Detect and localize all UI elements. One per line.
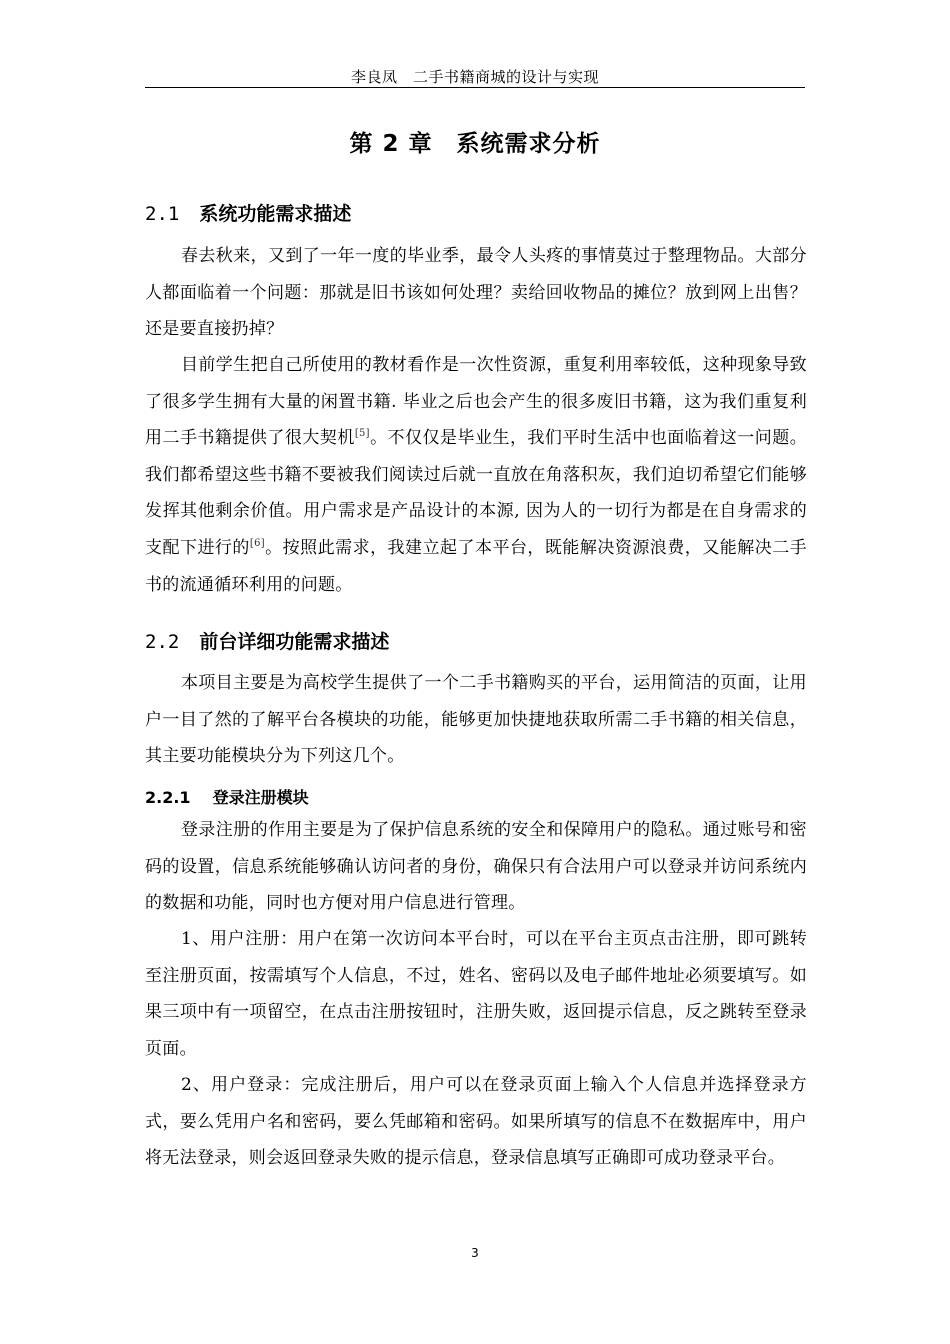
paragraph-user-login: 2、用户登录：完成注册后，用户可以在登录页面上输入个人信息并选择登录方式，要么凭用户名和密码，要么凭邮箱和密码。如果所填写的信息不在数据库中，用户将无法登录，则会返回登录失败的提示信息，登录信息填写正确即可成功登录平台。 <box>145 1075 807 1169</box>
section-heading-2-2 <box>145 628 805 656</box>
section-number: 2.2 <box>145 631 180 653</box>
paragraph-text: 。按照此需求，我建立起了本平台，既能解决资源浪费，又能解决二手书的流通循环利用的问题。 <box>145 537 807 595</box>
section-heading-2-1 <box>145 200 805 228</box>
subsection-title: 登录注册模块 <box>212 788 309 807</box>
running-header: 李良凤 二手书籍商城的设计与实现 <box>350 68 599 86</box>
subsection-number: 2.2.1 <box>145 788 191 807</box>
section-title: 前台详细功能需求描述 <box>199 631 390 653</box>
page-number: 3 <box>471 1246 479 1260</box>
section-number: 2.1 <box>145 203 180 225</box>
paragraph-user-registration: 1、用户注册：用户在第一次访问本平台时，可以在平台主页点击注册，即可跳转至注册页面，按需填写个人信息，不过，姓名、密码以及电子邮件地址必须要填写。如果三项中有一项留空，在点击注册按钮时，注册失败，返回提示信息，反之跳转至登录页面。 <box>145 929 807 1059</box>
subsection-heading-2-2-1 <box>145 786 805 810</box>
paragraph-textbook-reuse <box>145 347 807 603</box>
paragraph-graduation: 春去秋来，又到了一年一度的毕业季，最令人头疼的事情莫过于整理物品。大部分人都面临着一个问题：那就是旧书该如何处理？卖给回收物品的摊位？放到网上出售？还是要直接扔掉？ <box>145 246 807 340</box>
citation-6: [6] <box>249 537 265 549</box>
paragraph-text: 。不仅仅是毕业生，我们平时生活中也面临着这一问题。我们都希望这些书籍不要被我们阅读过后就一直放在角落积灰，我们迫切希望它们能够发挥其他剩余价值。用户需求是产品设计的本源, 因为人的一切行为都是在自身需求的支配下进行的 <box>145 428 807 558</box>
citation-5: [5] <box>354 428 370 440</box>
header-rule <box>145 87 805 88</box>
paragraph-text: 目前学生把自己所使用的教材看作是一次性资源，重复利用率较低，这种现象导致了很多学生拥有大量的闲置书籍. 毕业之后也会产生的很多废旧书籍，这为我们重复利用二手书籍提供了很大契机 <box>145 355 807 449</box>
paragraph-project-overview: 本项目主要是为高校学生提供了一个二手书籍购买的平台，运用简洁的页面，让用户一目了然的了解平台各模块的功能，能够更加快捷地获取所需二手书籍的相关信息，其主要功能模块分为下列这几个。 <box>145 673 807 767</box>
chapter-title: 第 2 章 系统需求分析 <box>349 131 601 157</box>
section-title: 系统功能需求描述 <box>199 203 352 225</box>
paragraph-login-purpose: 登录注册的作用主要是为了保护信息系统的安全和保障用户的隐私。通过账号和密码的设置，信息系统能够确认访问者的身份，确保只有合法用户可以登录并访问系统内的数据和功能，同时也方便对用户信息进行管理。 <box>145 820 807 914</box>
